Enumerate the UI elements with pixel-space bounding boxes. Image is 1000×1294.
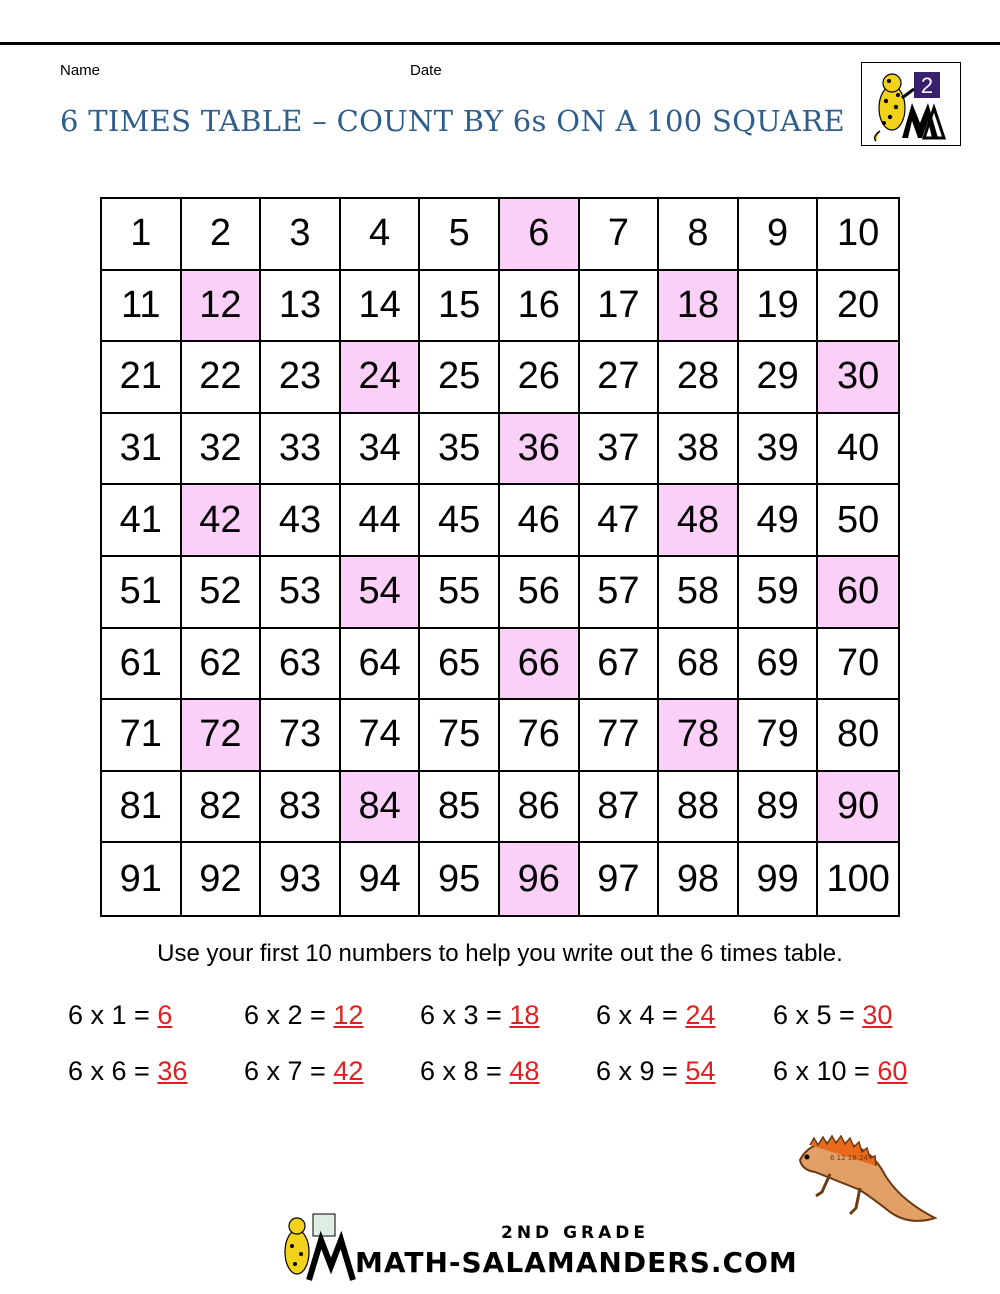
grid-cell-93: 93 <box>261 843 341 915</box>
grid-cell-11: 11 <box>102 271 182 343</box>
grid-cell-48: 48 <box>659 485 739 557</box>
grid-cell-26: 26 <box>500 342 580 414</box>
grid-cell-70: 70 <box>818 629 898 701</box>
grid-cell-59: 59 <box>739 557 819 629</box>
grid-cell-83: 83 <box>261 772 341 844</box>
equation <box>420 1000 539 1031</box>
equation-answer: 12 <box>333 1000 364 1030</box>
grid-cell-25: 25 <box>420 342 500 414</box>
grid-cell-62: 62 <box>182 629 262 701</box>
grid-cell-21: 21 <box>102 342 182 414</box>
grid-cell-24: 24 <box>341 342 421 414</box>
svg-text:6 12 18 24: 6 12 18 24 <box>830 1154 868 1162</box>
equation-question: 6 x 9 = <box>596 1056 686 1086</box>
grid-cell-74: 74 <box>341 700 421 772</box>
logo-badge-text: 2 <box>920 73 934 98</box>
grid-cell-98: 98 <box>659 843 739 915</box>
equation-answer: 18 <box>509 1000 540 1030</box>
equation-answer: 36 <box>157 1056 188 1086</box>
grid-cell-17: 17 <box>580 271 660 343</box>
grid-cell-95: 95 <box>420 843 500 915</box>
grid-cell-39: 39 <box>739 414 819 486</box>
grid-cell-41: 41 <box>102 485 182 557</box>
equation <box>244 1000 363 1031</box>
grid-cell-3: 3 <box>261 199 341 271</box>
grid-cell-71: 71 <box>102 700 182 772</box>
equation-question: 6 x 5 = <box>773 1000 863 1030</box>
grid-cell-52: 52 <box>182 557 262 629</box>
grid-cell-58: 58 <box>659 557 739 629</box>
equation <box>420 1056 539 1087</box>
grid-cell-55: 55 <box>420 557 500 629</box>
grid-cell-51: 51 <box>102 557 182 629</box>
instructions-text: Use your first 10 numbers to help you write out the 6 times table. <box>157 940 843 967</box>
grid-cell-7: 7 <box>580 199 660 271</box>
grid-cell-5: 5 <box>420 199 500 271</box>
grid-cell-14: 14 <box>341 271 421 343</box>
grid-cell-69: 69 <box>739 629 819 701</box>
grid-cell-13: 13 <box>261 271 341 343</box>
grid-cell-19: 19 <box>739 271 819 343</box>
grid-cell-76: 76 <box>500 700 580 772</box>
grid-cell-77: 77 <box>580 700 660 772</box>
grid-cell-72: 72 <box>182 700 262 772</box>
equation-answer: 54 <box>685 1056 716 1086</box>
grid-cell-53: 53 <box>261 557 341 629</box>
equation-question: 6 x 8 = <box>420 1056 510 1086</box>
grid-cell-79: 79 <box>739 700 819 772</box>
grid-cell-54: 54 <box>341 557 421 629</box>
salamander-logo-icon <box>862 63 959 144</box>
grid-cell-30: 30 <box>818 342 898 414</box>
grid-cell-6: 6 <box>500 199 580 271</box>
equation <box>773 1000 892 1031</box>
equation-question: 6 x 6 = <box>68 1056 158 1086</box>
grid-cell-37: 37 <box>580 414 660 486</box>
grid-cell-46: 46 <box>500 485 580 557</box>
top-rule <box>0 42 1000 45</box>
equation-answer: 24 <box>685 1000 716 1030</box>
grid-cell-96: 96 <box>500 843 580 915</box>
grid-cell-33: 33 <box>261 414 341 486</box>
grid-cell-68: 68 <box>659 629 739 701</box>
grid-cell-61: 61 <box>102 629 182 701</box>
name-label: Name <box>60 62 101 79</box>
grid-cell-23: 23 <box>261 342 341 414</box>
salamander-icon <box>790 1130 940 1230</box>
equation <box>68 1056 187 1087</box>
footer-grade-text: 2ND GRADE <box>500 1223 650 1243</box>
grid-cell-40: 40 <box>818 414 898 486</box>
grid-cell-60: 60 <box>818 557 898 629</box>
grid-cell-36: 36 <box>500 414 580 486</box>
equation <box>596 1000 715 1031</box>
grid-cell-22: 22 <box>182 342 262 414</box>
equation-answer: 60 <box>877 1056 908 1086</box>
grid-cell-38: 38 <box>659 414 739 486</box>
equation-answer: 30 <box>862 1000 893 1030</box>
grid-cell-34: 34 <box>341 414 421 486</box>
date-label: Date <box>410 62 442 79</box>
grid-cell-91: 91 <box>102 843 182 915</box>
equation-question: 6 x 1 = <box>68 1000 158 1030</box>
equation <box>596 1056 715 1087</box>
grid-cell-64: 64 <box>341 629 421 701</box>
equation-answer: 6 <box>157 1000 173 1030</box>
grid-cell-65: 65 <box>420 629 500 701</box>
grid-cell-20: 20 <box>818 271 898 343</box>
grid-cell-67: 67 <box>580 629 660 701</box>
grid-cell-73: 73 <box>261 700 341 772</box>
grid-cell-99: 99 <box>739 843 819 915</box>
footer-logo <box>275 1210 798 1282</box>
equation <box>244 1056 363 1087</box>
grid-cell-47: 47 <box>580 485 660 557</box>
equation-answer: 42 <box>333 1056 364 1086</box>
equation-question: 6 x 2 = <box>244 1000 334 1030</box>
grid-cell-78: 78 <box>659 700 739 772</box>
hundred-square <box>100 197 900 917</box>
equation-question: 6 x 7 = <box>244 1056 334 1086</box>
grid-cell-82: 82 <box>182 772 262 844</box>
grid-cell-12: 12 <box>182 271 262 343</box>
equation-question: 6 x 4 = <box>596 1000 686 1030</box>
grid-cell-18: 18 <box>659 271 739 343</box>
equation <box>68 1000 172 1031</box>
footer-site-text: MATH-SALAMANDERS.COM <box>355 1246 798 1279</box>
grid-cell-63: 63 <box>261 629 341 701</box>
grid-cell-84: 84 <box>341 772 421 844</box>
grid-cell-44: 44 <box>341 485 421 557</box>
grid-cell-16: 16 <box>500 271 580 343</box>
grid-cell-94: 94 <box>341 843 421 915</box>
grid-cell-31: 31 <box>102 414 182 486</box>
grid-cell-49: 49 <box>739 485 819 557</box>
grid-cell-86: 86 <box>500 772 580 844</box>
page-title: 6 TIMES TABLE – COUNT BY 6s ON A 100 SQUARE <box>60 104 845 138</box>
equation-question: 6 x 3 = <box>420 1000 510 1030</box>
grid-cell-57: 57 <box>580 557 660 629</box>
grid-cell-43: 43 <box>261 485 341 557</box>
salamander-illustration <box>790 1130 940 1230</box>
grid-cell-89: 89 <box>739 772 819 844</box>
grid-cell-97: 97 <box>580 843 660 915</box>
grid-cell-75: 75 <box>420 700 500 772</box>
grid-cell-50: 50 <box>818 485 898 557</box>
grid-cell-80: 80 <box>818 700 898 772</box>
equation-question: 6 x 10 = <box>773 1056 878 1086</box>
grid-cell-15: 15 <box>420 271 500 343</box>
grid-cell-29: 29 <box>739 342 819 414</box>
grid-cell-90: 90 <box>818 772 898 844</box>
grid-cell-81: 81 <box>102 772 182 844</box>
grid-cell-35: 35 <box>420 414 500 486</box>
grid-cell-2: 2 <box>182 199 262 271</box>
grid-cell-32: 32 <box>182 414 262 486</box>
grid-cell-56: 56 <box>500 557 580 629</box>
grid-cell-66: 66 <box>500 629 580 701</box>
grid-cell-92: 92 <box>182 843 262 915</box>
grid-cell-85: 85 <box>420 772 500 844</box>
grid-cell-9: 9 <box>739 199 819 271</box>
grid-cell-10: 10 <box>818 199 898 271</box>
grid-cell-27: 27 <box>580 342 660 414</box>
grid-cell-1: 1 <box>102 199 182 271</box>
grid-cell-42: 42 <box>182 485 262 557</box>
grid-cell-45: 45 <box>420 485 500 557</box>
equation <box>773 1056 907 1087</box>
grid-cell-4: 4 <box>341 199 421 271</box>
grid-cell-88: 88 <box>659 772 739 844</box>
grid-cell-100: 100 <box>818 843 898 915</box>
math-salamanders-logo <box>861 62 961 146</box>
grid-cell-87: 87 <box>580 772 660 844</box>
grid-cell-28: 28 <box>659 342 739 414</box>
footer-logo-icon <box>275 1210 798 1282</box>
equation-answer: 48 <box>509 1056 540 1086</box>
grid-cell-8: 8 <box>659 199 739 271</box>
